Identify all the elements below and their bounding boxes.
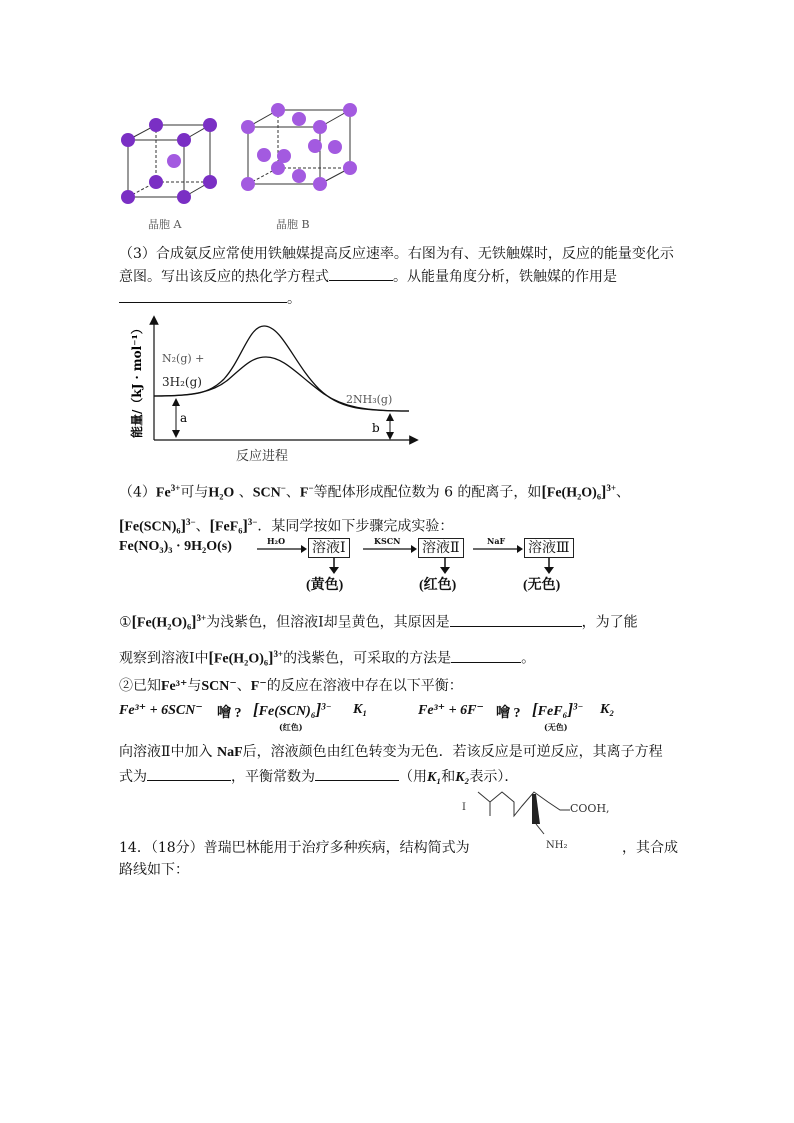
structure-skeleton xyxy=(478,792,570,816)
crystal-label-a: 晶胞 A xyxy=(148,218,182,231)
q4-2-line-3: 向溶液Ⅱ中加入 NaF后，溶液颜色由红色转变为无色．若该反应是可逆反应，其离子方程 xyxy=(119,744,663,760)
energy-reactant-1: N₂(g) + xyxy=(162,352,205,365)
energy-mark-a: a xyxy=(180,411,188,425)
flow-color-2: (红色) xyxy=(419,578,457,593)
q3-answer-blank-2[interactable] xyxy=(119,288,287,303)
flow-color-3: (无色) xyxy=(523,578,561,593)
flow-solution-1: 溶液Ⅰ xyxy=(308,538,350,558)
flow-reagent-1: H₂O xyxy=(267,536,286,546)
flow-solution-2: 溶液Ⅱ xyxy=(418,538,464,558)
energy-diagram xyxy=(124,314,420,464)
flow-color-1: (黄色) xyxy=(306,578,344,593)
crystal-cell-figures xyxy=(118,100,378,235)
q4-line-2: $[Fe(SCN)_6]^{3-}$、$[FeF_6]^{3-}$．某同学按如下步骤完成实验： xyxy=(119,517,454,535)
q4-1-line-1: $①[Fe(H_2O)_6]^{3+}$为浅紫色，但溶液Ⅰ却呈黄色，其原因是 ，为了能 xyxy=(119,613,638,631)
equilibrium-1: Fe³⁺ + 6SCN⁻ 噲 ? $[Fe(SCN)_6]^{3-}$ (红色) K₁ xyxy=(119,700,368,732)
structure-mark: I xyxy=(462,802,466,813)
flow-reagent-3: NaF xyxy=(487,536,506,546)
flow-arrow-3 xyxy=(473,544,523,554)
flow-solution-3: 溶液Ⅲ xyxy=(524,538,574,558)
q4-2-answer-blank-1[interactable] xyxy=(147,766,231,781)
flow-down-arrow-3 xyxy=(543,558,555,574)
q14-line-1-end: ，其合成 xyxy=(622,840,678,856)
q4-2-answer-blank-2[interactable] xyxy=(315,766,399,781)
energy-reactant-2: 3H₂(g) xyxy=(162,375,202,389)
energy-ylabel: 能量/（kJ · mol⁻¹） xyxy=(130,322,144,438)
structure-nh2: NH₂ xyxy=(546,840,568,851)
flow-start: Fe(NO₃)₃ · 9H₂O(s) xyxy=(119,539,232,554)
pregabalin-structure xyxy=(462,786,622,856)
q3-line-1: （3）合成氨反应常使用铁触媒提高反应速率。右图为有、无铁触媒时，反应的能量变化示 xyxy=(119,246,674,262)
energy-xlabel: 反应进程 xyxy=(236,449,289,464)
q4-1-line-2: 观察到溶液Ⅰ中$[Fe(H_2O)_6]^{3+}$的浅紫色，可采取的方法是 。 xyxy=(119,649,536,667)
q4-2-line-4: 式为 ，平衡常数为 （用K₁和K₂表示）． xyxy=(119,766,518,788)
q3-line-3: 。 xyxy=(119,288,301,309)
q3-line-2: 意图。写出该反应的热化学方程式 。从能量角度分析，铁触媒的作用是 xyxy=(119,266,617,287)
q4-line-1: $(4)Fe^{3+}$可与H₂O 、SCN−、F−等配体形成配位数为 6 的配离子，如$[Fe(H_2O)_6]^{3+}$、 xyxy=(119,483,630,501)
q4-1-answer-blank-2[interactable] xyxy=(451,648,521,663)
q14-line-1: 14．（18分）普瑞巴林能用于治疗多种疾病，结构简式为 xyxy=(119,840,470,856)
q4-2-line-1: ②已知Fe³⁺与SCN⁻、F⁻的反应在溶液中存在以下平衡： xyxy=(119,678,463,694)
crystal-label-b: 晶胞 B xyxy=(276,218,310,231)
flow-down-arrow-2 xyxy=(439,558,451,574)
q4-1-answer-blank-1[interactable] xyxy=(450,612,582,627)
structure-wedge xyxy=(532,794,540,824)
flow-arrow-1 xyxy=(257,544,307,554)
structure-cooh: COOH xyxy=(570,802,607,815)
flow-reagent-2: KSCN xyxy=(374,536,401,546)
flow-diagram xyxy=(119,538,599,594)
flow-down-arrow-1 xyxy=(328,558,340,574)
crystal-cell-a-atoms xyxy=(121,118,217,204)
energy-mark-b: b xyxy=(372,421,380,435)
energy-product: 2NH₃(g) xyxy=(346,393,393,406)
q3-answer-blank-1[interactable] xyxy=(329,266,393,281)
structure-comma: , xyxy=(606,802,610,815)
q14-line-2: 路线如下： xyxy=(119,862,189,878)
equilibrium-2: Fe³⁺ + 6F⁻ 噲 ? $[FeF_6]^{3-}$ (无色) K₂ xyxy=(418,700,615,732)
flow-arrow-2 xyxy=(363,544,417,554)
